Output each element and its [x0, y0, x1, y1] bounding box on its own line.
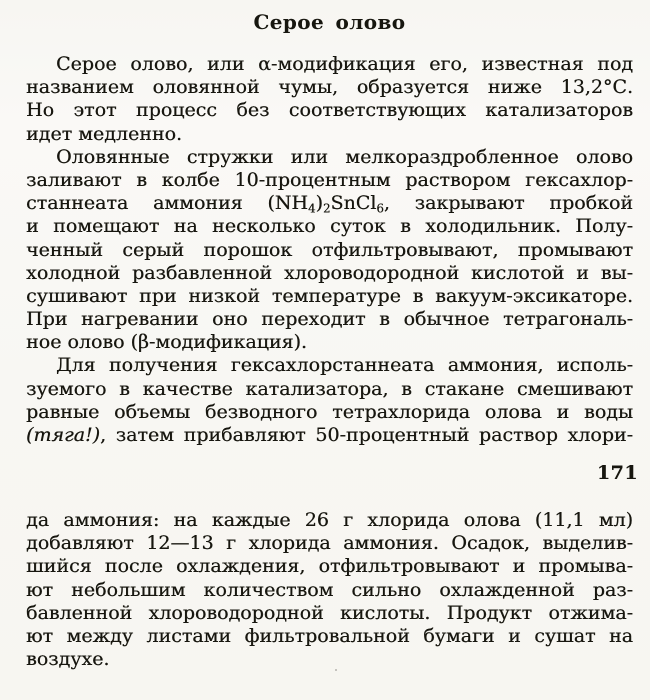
text-segment: Оловянные стружки или мелкораздробленное олово: [56, 145, 633, 168]
section-title: Серое олово: [253, 10, 406, 34]
text-line: [26, 331, 633, 354]
text-segment: заливают в колбе 10-процентным раствором гексахлор-: [26, 168, 633, 191]
text-line: [26, 579, 633, 602]
text-segment: станнеата аммония (NH: [26, 192, 309, 215]
text-line: [26, 602, 633, 625]
text-segment: шийся после охлаждения, отфильтровывают и промыва-: [26, 555, 633, 578]
text-line: [26, 555, 633, 578]
text-line: [26, 123, 633, 146]
top-text-block: [26, 53, 633, 447]
text-segment: ченный серый порошок отфильтровывают, промывают: [26, 238, 633, 261]
text-line: [26, 285, 633, 308]
text-segment: ют небольшим количеством сильно охлажденной раз-: [26, 578, 633, 601]
text-line: [26, 192, 633, 215]
text-line: [26, 509, 633, 532]
text-line: [26, 215, 633, 238]
text-segment: SnCl: [330, 192, 377, 215]
text-segment: ): [315, 192, 323, 215]
text-segment: сушивают при низкой температуре в вакуум-эксикаторе.: [26, 284, 633, 307]
text-line: [26, 424, 633, 447]
text-segment: Для получения гексахлорстаннеата аммония, исполь-: [56, 354, 633, 377]
bottom-text-block: [26, 509, 633, 671]
text-segment: ное олово (β-модификация).: [26, 331, 307, 354]
text-segment: ют между листами фильтровальной бумаги и сушат на: [26, 624, 633, 647]
text-segment: названием оловянной чумы, образуется ниже 13,2°С.: [26, 76, 633, 99]
text-segment: Серое олово, или α-модификация его, известная под: [56, 53, 633, 75]
text-segment: да аммония: на каждые 26 г хлорида олова (11,1 мл): [26, 509, 633, 531]
text-segment: , закрывают пробкой: [383, 192, 633, 215]
page-number: 171: [596, 462, 638, 484]
text-segment: равные объемы безводного тетрахлорида олова и воды: [26, 400, 633, 423]
text-line: [26, 625, 633, 648]
text-segment: , затем прибавляют 50-процентный раствор хлори-: [100, 424, 633, 446]
text-line: [26, 648, 633, 671]
italic-note: (тяга!): [26, 424, 100, 446]
text-line: [26, 354, 633, 377]
text-line: [26, 262, 633, 285]
scan-speck: [430, 156, 433, 158]
text-segment: зуемого в качестве катализатора, в стакане смешивают: [26, 377, 633, 400]
text-line: [26, 146, 633, 169]
formula-subscript: 6: [376, 201, 384, 216]
text-segment: При нагревании оно переходит в обычное тетрагональ-: [26, 308, 633, 331]
text-segment: бавленной хлороводородной кислоты. Продукт отжима-: [26, 601, 633, 624]
text-segment: холодной разбавленной хлороводородной кислотой и вы-: [26, 261, 633, 284]
text-line: [26, 53, 633, 76]
text-segment: и помещают на несколько суток в холодильник. Полу-: [26, 215, 633, 238]
text-line: [26, 239, 633, 262]
text-segment: добавляют 12—13 г хлорида аммония. Осадок, выделив-: [26, 532, 633, 555]
formula-subscript: 4: [308, 201, 316, 216]
formula-subscript: 2: [322, 201, 331, 216]
text-line: [26, 378, 633, 401]
text-segment: Но этот процесс без соответствующих катализаторов: [26, 99, 633, 122]
text-line: [26, 308, 633, 331]
text-line: [26, 532, 633, 555]
text-line: [26, 169, 633, 192]
text-line: [26, 76, 633, 99]
scan-speck: [335, 669, 337, 671]
text-line: [26, 401, 633, 424]
text-segment: воздухе.: [26, 648, 110, 671]
text-line: [26, 99, 633, 122]
text-segment: идет медленно.: [26, 122, 182, 145]
scan-speck: [630, 415, 632, 417]
